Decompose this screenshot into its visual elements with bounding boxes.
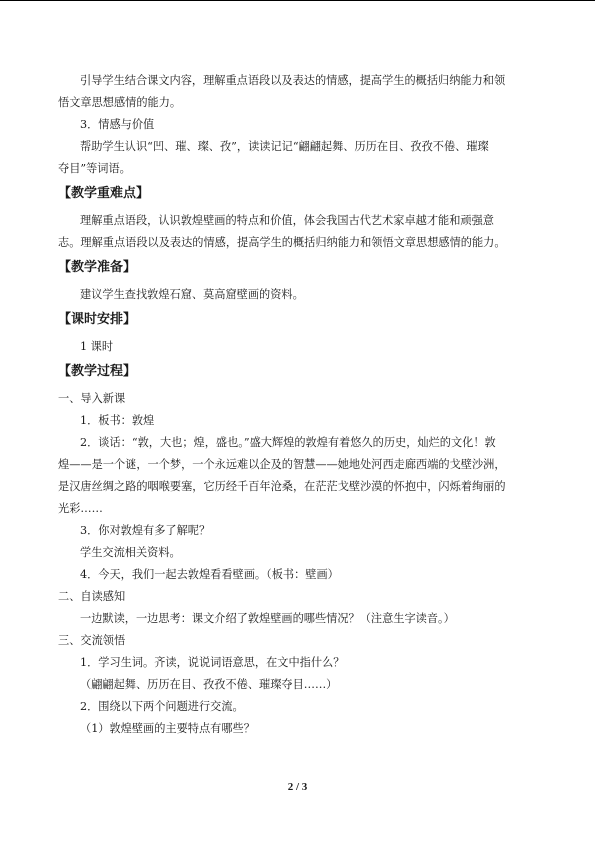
process-item: 3．你对敦煌有多了解呢？ bbox=[80, 524, 211, 537]
key-points-line: 志。理解重点语段以及表达的情感，提高学生的概括归纳能力和领悟文章思想感情的能力。 bbox=[58, 236, 506, 249]
document-body bbox=[58, 70, 548, 740]
process-item: 一边默读，一边思考：课文介绍了敦煌壁画的哪些情况？（注意生字读音。） bbox=[80, 612, 455, 625]
section-heading-key-points: 【教学重难点】 bbox=[58, 186, 150, 201]
section-heading-schedule: 【课时安排】 bbox=[58, 312, 137, 327]
goals-paragraph-line: 引导学生结合课文内容，理解重点语段以及表达的情感，提高学生的概括归纳能力和领 bbox=[80, 74, 506, 87]
process-item: 4．今天，我们一起去敦煌看看壁画。（板书：壁画） bbox=[80, 568, 339, 581]
section-heading-preparation: 【教学准备】 bbox=[58, 260, 137, 275]
process-item-line: 是汉唐丝绸之路的咽喉要塞，它历经千百年沧桑，在茫茫戈壁沙漠的怀抱中，闪烁着绚丽的 bbox=[58, 480, 506, 493]
goals-paragraph-line: 悟文章思想感情的能力。 bbox=[58, 96, 182, 109]
goals-paragraph-line: 夺目”等词语。 bbox=[58, 162, 131, 175]
goals-paragraph-line: 帮助学生认识“凹、璀、璨、孜”，读读记记“翩翩起舞、历历在目、孜孜不倦、璀璨 bbox=[80, 140, 489, 153]
process-section-3: 三、交流领悟 bbox=[58, 634, 126, 647]
goals-item-3: 3．情感与价值 bbox=[80, 118, 155, 131]
process-item-line: 光彩…… bbox=[58, 502, 103, 515]
process-item: 2．围绕以下两个问题进行交流。 bbox=[80, 700, 244, 713]
page-number: 2 / 3 bbox=[287, 781, 308, 793]
process-item-line: 学生交流相关资料。 bbox=[80, 546, 181, 559]
process-subitem: （1）敦煌壁画的主要特点有哪些？ bbox=[80, 722, 255, 735]
process-section-2: 二、自读感知 bbox=[58, 590, 126, 603]
header-rule bbox=[0, 0, 595, 1]
process-item-line: 煌——是一个谜，一个梦，一个永远难以企及的智慧——她地处河西走廊西端的戈壁沙洲， bbox=[58, 458, 506, 471]
process-item: 1．学习生词。齐读，说说词语意思，在文中指什么？ bbox=[80, 656, 345, 669]
process-section-1: 一、导入新课 bbox=[58, 392, 126, 405]
process-item: 1．板书：敦煌 bbox=[80, 414, 155, 427]
section-heading-process: 【教学过程】 bbox=[58, 364, 137, 379]
key-points-line: 理解重点语段，认识敦煌壁画的特点和价值，体会我国古代艺术家卓越才能和顽强意 bbox=[80, 214, 494, 227]
process-item: 2．谈话：“敦，大也；煌，盛也。”盛大辉煌的敦煌有着悠久的历史，灿烂的文化！敦 bbox=[80, 436, 496, 449]
process-item-line: （翩翩起舞、历历在目、孜孜不倦、璀璨夺目……） bbox=[80, 678, 338, 691]
preparation-line: 建议学生查找敦煌石窟、莫高窟壁画的资料。 bbox=[80, 288, 304, 301]
schedule-line: 1 课时 bbox=[80, 340, 114, 353]
